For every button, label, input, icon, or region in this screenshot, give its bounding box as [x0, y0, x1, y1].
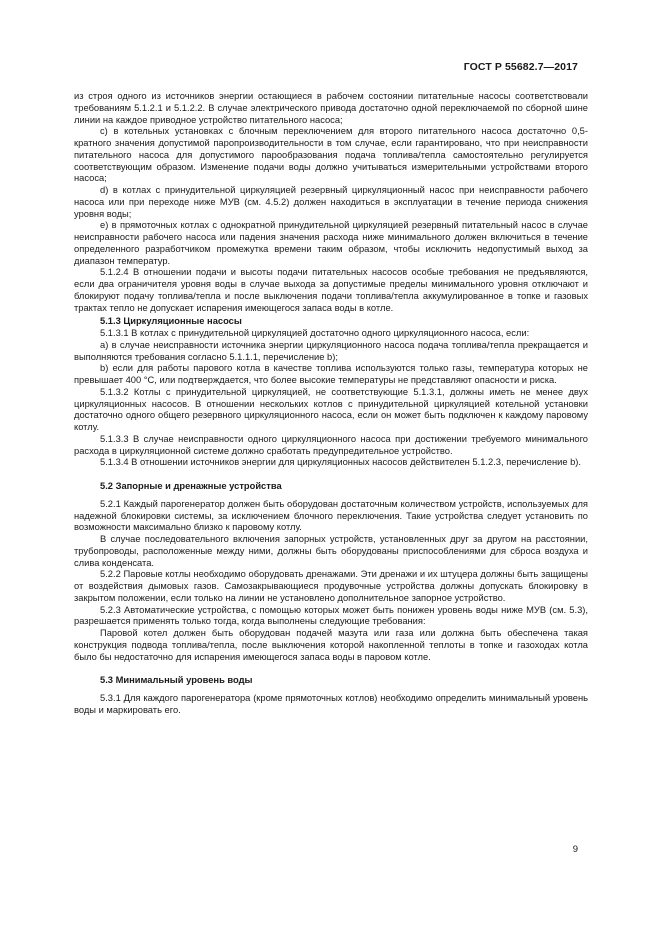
- paragraph: d) в котлах с принудительной циркуляцией резервный циркуляционный насос при неисправности рабочего насоса или при переходе ниже МУВ (см. 4.5.2) должен находиться в эксплуатации в течение периода снижения уровня воды;: [74, 185, 588, 219]
- paragraph: 5.3.1 Для каждого парогенератора (кроме прямоточных котлов) необходимо определить минимальный уровень воды и маркировать его.: [74, 693, 588, 715]
- paragraph: В случае последовательного включения запорных устройств, установленных друг за другом на расстоянии, трубопроводы, расположенные между ними, должны быть оборудованы приспособлениями для сброса воздуха и слива конденсата.: [74, 534, 588, 568]
- paragraph: 5.1.3.4 В отношении источников энергии для циркуляционных насосов действителен 5.1.2.3, перечисление b).: [100, 457, 582, 468]
- section-heading: 5.3 Минимальный уровень воды: [100, 675, 253, 686]
- paragraph: 5.2.2 Паровые котлы необходимо оборудовать дренажами. Эти дренажи и их штуцера должны быть защищены от воздействия дымовых газов. Самозакрывающиеся продувочные устройства должны допускать блокировку в закрытом положении, если только на линии не установлено дополнительное запорное устройство.: [74, 569, 588, 603]
- paragraph: b) если для работы парового котла в качестве топлива используются только газы, температура которых не превышает 400 °C, или подтверждается, что более высокие температуры не представляют опасности и риска.: [74, 363, 588, 385]
- page-number: 9: [572, 844, 578, 855]
- paragraph: 5.1.2.4 В отношении подачи и высоты подачи питательных насосов особые требования не предъявляются, если два ограничителя уровня воды в случае выхода за допустимые пределы минимального уровня отключают и блокируют подачу топлива/тепла и после выключения подачи топлива/тепла аккумулированное в топке и газовых трактах тепло не допускает испарения имеющегося запаса воды в котле.: [74, 267, 588, 313]
- paragraph: c) в котельных установках с блочным переключением для второго питательного насоса достаточно 0,5-кратного значения допустимой паропроизводительности в том случае, если гарантировано, что при неисправности питательного насоса для допустимого парообразования подача топлива/тепла самостоятельно регулируется соответствующим образом. Изменение подачи воды должно учитываться измерительными устройствами второго насоса;: [74, 126, 588, 184]
- paragraph: из строя одного из источников энергии остающиеся в рабочем состоянии питательные насосы соответствовали требованиям 5.1.2.1 и 5.1.2.2. В случае электрического привода достаточно одной переключаемой по сборной шине линии на каждое приводное устройство питательного насоса;: [74, 91, 588, 125]
- section-heading: 5.1.3 Циркуляционные насосы: [100, 316, 242, 327]
- section-heading: 5.2 Запорные и дренажные устройства: [100, 481, 282, 491]
- paragraph: e) в прямоточных котлах с однократной принудительной циркуляцией резервный питательный насос в случае неисправности рабочего насоса или падения значения расхода ниже минимального должен включиться в течение определенного разработчиком промежутка времени таким образом, чтобы исключить недопустимый выход за диапазон температур.: [74, 220, 588, 266]
- paragraph: 5.1.3.3 В случае неисправности одного циркуляционного насоса при достижении требуемого минимального расхода в циркуляционной системе должно сработать предупредительное устройство.: [74, 433, 588, 456]
- document-body: [74, 91, 588, 717]
- paragraph: 5.1.3.1 В котлах с принудительной циркуляцией достаточно одного циркуляционного насоса, если:: [100, 328, 530, 338]
- paragraph: 5.2.3 Автоматические устройства, с помощью которых может быть понижен уровень воды ниже МУВ (см. 5.3), разрешается применять только тогда, когда выполнены следующие требования:: [74, 604, 588, 627]
- document-header: ГОСТ Р 55682.7—2017: [463, 61, 578, 73]
- paragraph: a) в случае неисправности источника энергии циркуляционного насоса подача топлива/тепла прекращается и выполняются требования согласно 5.1.1.1, перечисление b);: [74, 339, 588, 362]
- paragraph: 5.2.1 Каждый парогенератор должен быть оборудован достаточным количеством устройств, используемых для надежной блокировки системы, за исключением блочного переключения. Такие устройства следует установить по возможности максимально близко к паровому котлу.: [74, 498, 588, 533]
- paragraph: 5.1.3.2 Котлы с принудительной циркуляцией, не соответствующие 5.1.3.1, должны иметь не менее двух циркуляционных насосов. В отношении нескольких котлов с принудительной циркуляцией котельной установки достаточно одного общего резервного циркуляционного насоса, если он может быть подключен к каждому паровому котлу.: [74, 386, 588, 432]
- paragraph: Паровой котел должен быть оборудован подачей мазута или газа или должна быть обеспечена такая конструкция подвода топлива/тепла, после выключения которой накопленной теплоты в топке и газоходах котла было бы недостаточно для испарения имеющегося запаса воды в паровом котле.: [74, 628, 588, 662]
